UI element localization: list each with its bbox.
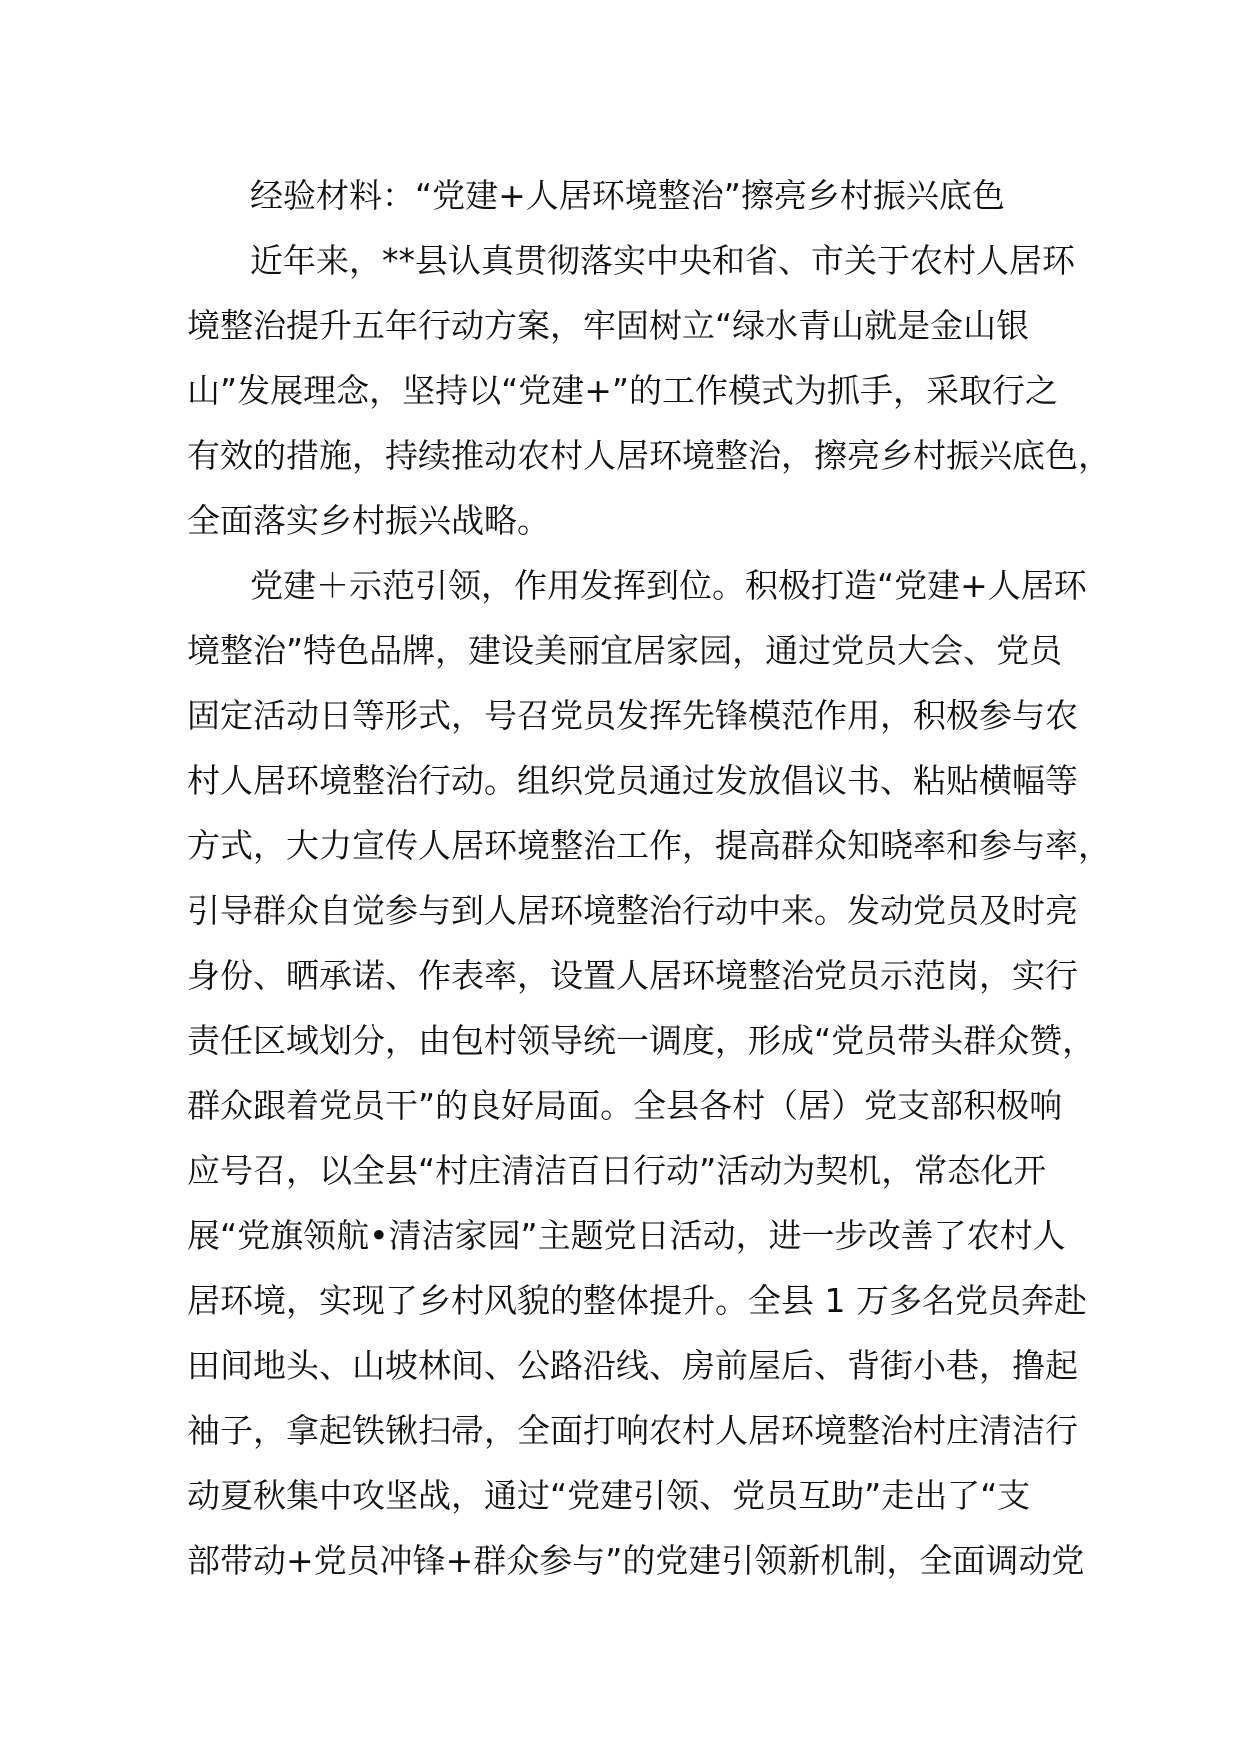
paragraph-line: 党建＋示范引领，作用发挥到位。积极打造“党建+人居环 <box>250 566 1087 605</box>
paragraph-line: 展“党旗领航•清洁家园”主题党日活动，进一步改善了农村人 <box>187 1216 1066 1255</box>
paragraph-line: 群众跟着党员干”的良好局面。全县各村（居）党支部积极响 <box>187 1086 1063 1125</box>
paragraph-line: 责任区域划分，由包村领导统一调度，形成“党员带头群众赞， <box>187 1021 1096 1060</box>
paragraph-line: 身份、晒承诺、作表率，设置人居环境整治党员示范岗，实行 <box>187 956 1078 995</box>
document-title: 经验材料：“党建+人居环境整治”擦亮乡村振兴底色 <box>250 176 1005 215</box>
paragraph-line: 应号召，以全县“村庄清洁百日行动”活动为契机，常态化开 <box>187 1151 1047 1190</box>
paragraph-line: 引导群众自觉参与到人居环境整治行动中来。发动党员及时亮 <box>187 891 1078 930</box>
paragraph-line: 居环境，实现了乡村风貌的整体提升。全县 1 万多名党员奔赴 <box>187 1281 1087 1320</box>
paragraph-line: 固定活动日等形式，号召党员发挥先锋模范作用，积极参与农 <box>187 696 1078 735</box>
paragraph-line: 村人居环境整治行动。组织党员通过发放倡议书、粘贴横幅等 <box>187 761 1078 800</box>
paragraph-line: 部带动+党员冲锋+群众参与”的党建引领新机制，全面调动党 <box>187 1541 1085 1580</box>
paragraph-line: 田间地头、山坡林间、公路沿线、房前屋后、背街小巷，撸起 <box>187 1346 1078 1385</box>
paragraph-line: 境整治”特色品牌，建设美丽宜居家园，通过党员大会、党员 <box>187 631 1063 670</box>
paragraph-line: 方式，大力宣传人居环境整治工作，提高群众知晓率和参与率， <box>187 826 1111 865</box>
paragraph-line: 全面落实乡村振兴战略。 <box>187 501 550 540</box>
paragraph-line: 境整治提升五年行动方案，牢固树立“绿水青山就是金山银 <box>187 306 1030 345</box>
paragraph-line: 动夏秋集中攻坚战，通过“党建引领、党员互助”走出了“支 <box>187 1476 1031 1515</box>
paragraph-demonstration <box>187 553 1111 1593</box>
paragraph-line: 袖子，拿起铁锹扫帚，全面打响农村人居环境整治村庄清洁行 <box>187 1411 1078 1450</box>
paragraph-line: 山”发展理念，坚持以“党建+”的工作模式为抓手，采取行之 <box>187 371 1058 410</box>
paragraph-line: 有效的措施，持续推动农村人居环境整治，擦亮乡村振兴底色， <box>187 436 1111 475</box>
paragraph-intro <box>187 228 1111 553</box>
paragraph-line: 近年来，**县认真贯彻落实中央和省、市关于农村人居环 <box>250 241 1075 280</box>
